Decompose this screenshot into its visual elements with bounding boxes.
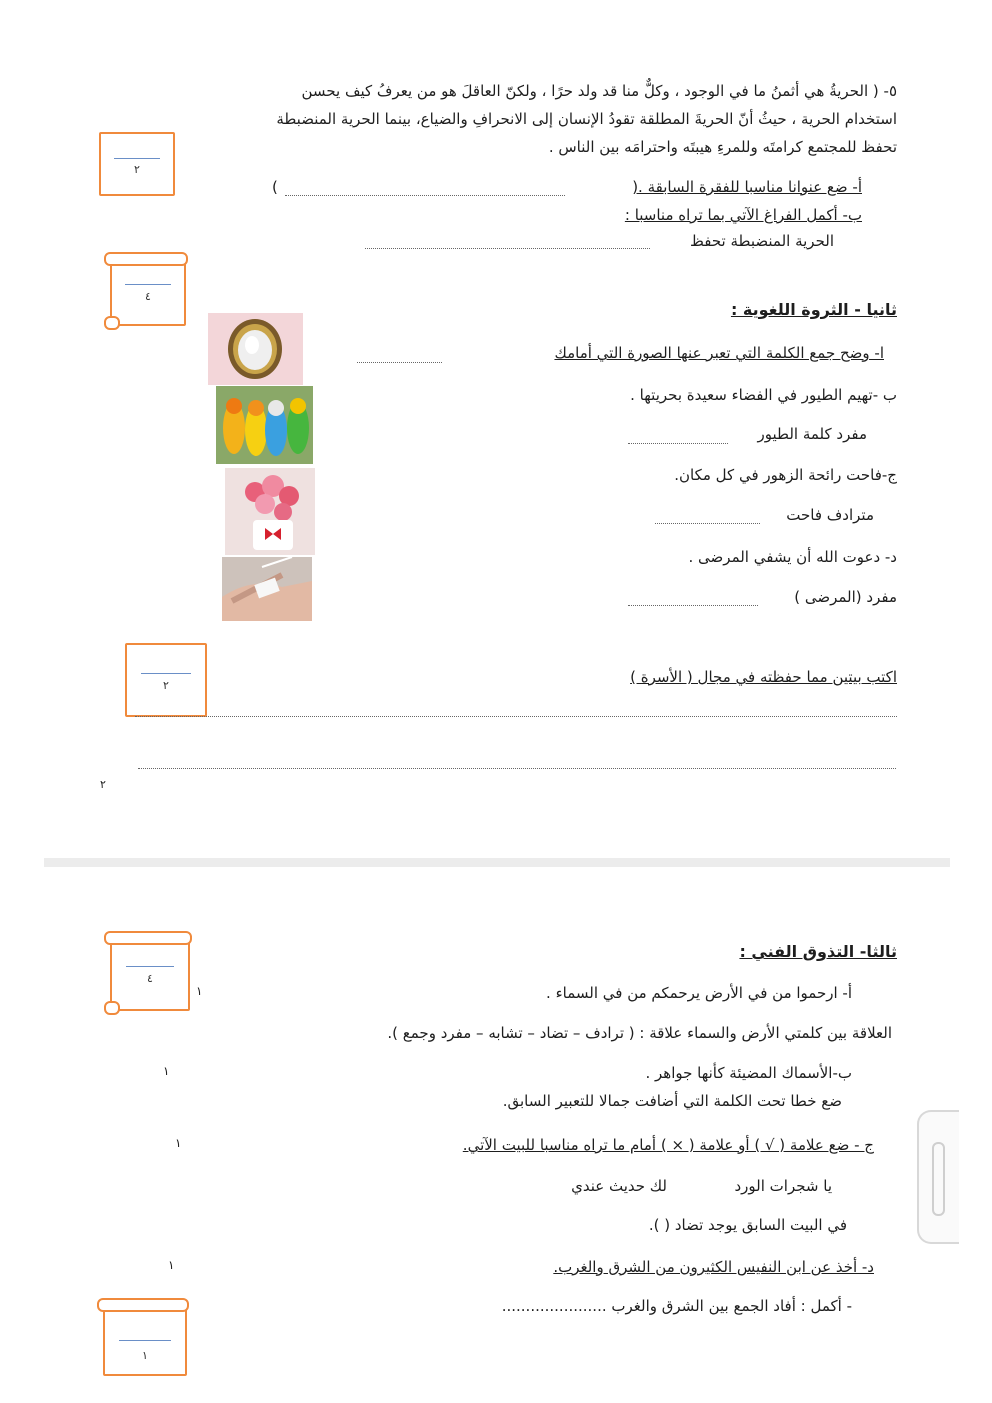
section2-title: ثانيا - الثروة اللغوية : [730,300,897,319]
parrots-icon [216,386,313,464]
question-b-answer-line[interactable] [628,443,728,444]
q5-a-close: ) [272,178,278,196]
write-score-box [125,643,207,717]
p2-question-a-mark: ١ [196,984,203,998]
section2-score: ٤ [145,289,151,303]
p2-question-b: ب-الأسماك المضيئة كأنها جواهر . [645,1064,852,1082]
q5-b-answer-line[interactable] [365,248,650,249]
bottom-score-box [103,1302,187,1376]
side-panel-handle[interactable] [917,1110,959,1244]
p2-question-a: أ- ارحموا من في الأرض يرحمكم من في السماء . [546,984,852,1002]
question-a-answer-line[interactable] [357,362,442,363]
q5-score-box [99,132,175,196]
question-b: ب -تهيم الطيور في الفضاء سعيدة بحريتها . [630,386,897,404]
write-verses-question: اكتب بيتين مما حفظته في مجال ( الأسرة ) [630,668,897,686]
question-c-sub: مترادف فاحت [786,506,874,524]
p2-question-d: د- أخذ عن ابن النفيس الكثيرون من الشرق والغرب. [553,1258,874,1276]
q5-line-2: استخدام الحرية ، حيثُ أنّ الحريةَ المطلقة تقودُ الإنسان إلى الانحرافِ والضياع، بينما الحرية المنضبطة [276,110,897,128]
q5-score: ٢ [134,162,140,176]
p2-question-d-sub: - أكمل : أفاد الجمع بين الشرق والغرب ...................... [501,1297,852,1315]
question-c: ج-فاحت رائحة الزهور في كل مكان. [674,466,897,484]
p2-question-c-sub: في البيت السابق يوجد تضاد ( ). [648,1216,847,1234]
p2-question-d-mark: ١ [168,1258,175,1272]
question-c-answer-line[interactable] [655,523,760,524]
p2-question-b-sub: ضع خطا تحت الكلمة التي أضافت جمالا للتعبير السابق. [502,1092,842,1110]
mirror-icon [208,313,303,385]
q5-line-1: ٥- ( الحريةُ هي أثمنُ ما في الوجود ، وكلٌّ منا قد ولد حرًا ، ولكنّ العاقلَ هو من يعرفُ كيف يحسن [301,82,897,100]
section3-title: ثالثا- التذوق الفني : [739,942,897,961]
write-answer-line-1[interactable] [135,716,897,717]
question-a: ا- وضح جمع الكلمة التي تعبر عنها الصورة التي أمامك [554,344,884,362]
patient-hand-icon [222,557,312,621]
p2-question-c: ج - ضع علامة ( √ ) أو علامة ( × ) أمام ما تراه مناسبا للبيت الآتي. [462,1136,874,1154]
write-score: ٢ [163,678,169,692]
q5-a-answer-line[interactable] [285,195,565,196]
q5-line-3: تحفظ للمجتمع كرامتَه وللمرءِ هيبتَه واحترامَه بين الناس . [548,138,897,156]
section2-score-box [110,256,186,326]
question-d: د- دعوت الله أن يشفي المرضى . [688,548,897,566]
p2-question-c-mark: ١ [175,1136,182,1150]
page-number: ٢ [100,778,106,791]
verse-second-half: لك حديث عندي [571,1177,667,1195]
question-d-answer-line[interactable] [628,605,758,606]
section3-score-box [110,935,190,1011]
verse-first-half: يا شجرات الورد [734,1177,832,1195]
q5-b-label: ب- أكمل الفراغ الآتي بما تراه مناسبا : [624,206,862,224]
flowers-icon [225,468,315,555]
question-b-sub: مفرد كلمة الطيور [757,425,867,443]
page-divider [44,858,950,867]
bottom-score: ١ [142,1348,148,1362]
p2-question-b-mark: ١ [163,1064,170,1078]
p2-question-a-relation: العلاقة بين كلمتي الأرض والسماء علاقة : ( ترادف – تضاد – تشابه – مفرد وجمع ). [387,1024,892,1042]
q5-a-label: أ- ضع عنوانا مناسبا للفقرة السابقة .( [632,178,862,196]
section3-score: ٤ [147,971,153,985]
q5-b-sentence: الحرية المنضبطة تحفظ [690,232,834,250]
write-answer-line-2[interactable] [138,768,896,769]
question-d-sub: مفرد (المرضى ) [794,588,897,606]
